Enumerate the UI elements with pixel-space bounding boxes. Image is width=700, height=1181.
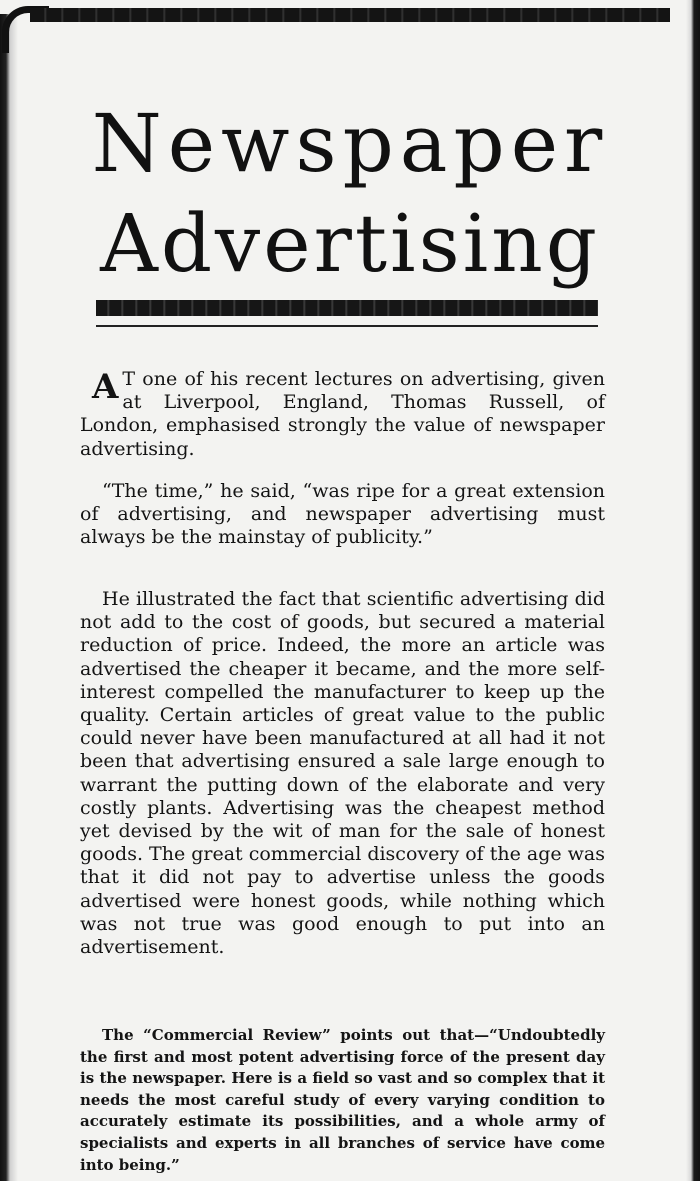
article-paragraph-3: He illustrated the fact that scientific advertising did not add to the cost of goods, but secured a material reduction of price. Indeed, the more an article was advertised the cheaper it became, and the more self-interest compelled the manufacturer to keep up the quality. Certain articles of great value to the public could never have been manufactured at all had it not been that advertising ensured a sale large enough to warrant the putting down of the elaborate and very costly plants. Advertising was the cheapest method yet devised by the wit of man for the sale of honest goods. The great commercial discovery of the age was that it did not pay to advertise unless the goods advertised were honest goods, while nothing which was not true was good enough to put into an advertisement. xyxy=(80,588,606,959)
headline-line-2: Advertising xyxy=(100,197,600,290)
headline-decorative-rule xyxy=(96,300,598,316)
article-paragraph-2: “The time,” he said, “was ripe for a great extension of advertising, and newspaper advertising must always be the mainstay of publicity.” xyxy=(80,480,605,549)
paragraph-1-text: T one of his recent lectures on advertising, given at Liverpool, England, Thomas Russell, of London, emphasised strongly the value of newspaper advertising. xyxy=(80,368,605,460)
headline-thin-rule xyxy=(96,325,598,327)
article-paragraph-1 xyxy=(80,368,605,461)
drop-cap: A xyxy=(92,367,119,407)
headline-line-1: Newspaper xyxy=(91,97,609,190)
article-paragraph-4: The “Commercial Review” points out that—“Undoubtedly the first and most potent advertising force of the present day is the newspaper. Here is a field so vast and so complex that it needs the most careful study of every varying condition to accurately estimate its possibilities, and a whole army of specialists and experts in all branches of service have come into being.” xyxy=(80,1026,605,1174)
top-decorative-rule xyxy=(30,8,670,22)
